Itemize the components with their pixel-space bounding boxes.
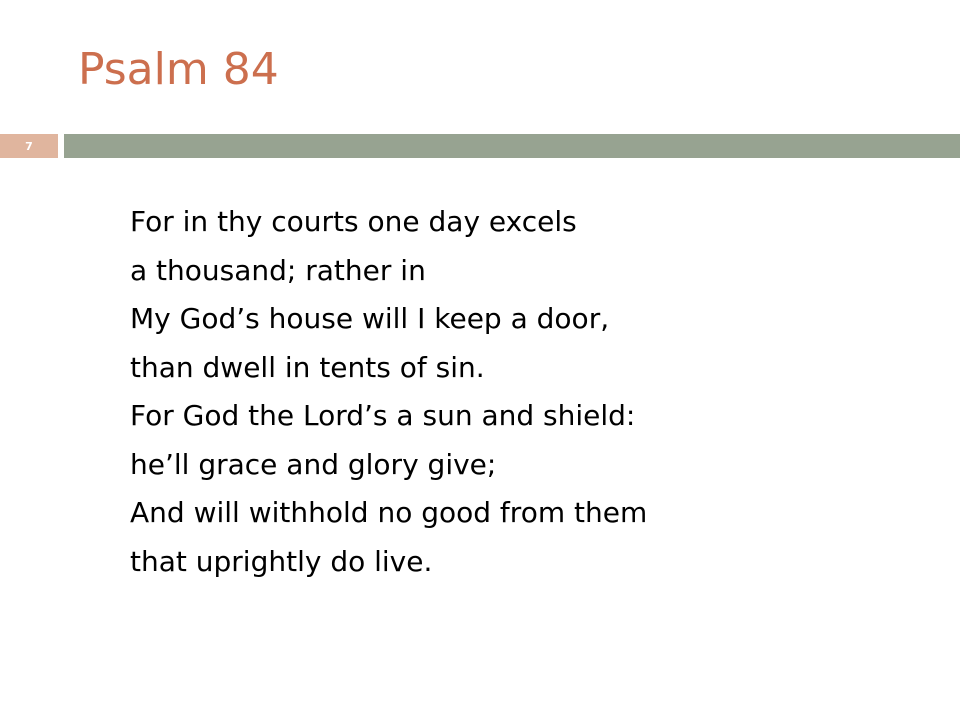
verse-line: For in thy courts one day excels (130, 205, 577, 238)
verse-text (130, 198, 647, 586)
slide-number: 7 (25, 139, 33, 153)
title-accent-bar (64, 134, 960, 158)
verse-line: And will withhold no good from them (130, 496, 648, 529)
verse-line: than dwell in tents of sin. (130, 350, 485, 384)
verse-line: that uprightly do live. (130, 544, 433, 578)
slide-number-badge (0, 134, 58, 158)
verse-line: For God the Lord’s a sun and shield: (130, 399, 636, 432)
verse-line: My God’s house will I keep a door, (130, 302, 610, 335)
slide-title: Psalm 84 (78, 44, 279, 95)
verse-line: a thousand; rather in (130, 253, 426, 287)
verse-line: he’ll grace and glory give; (130, 447, 497, 481)
